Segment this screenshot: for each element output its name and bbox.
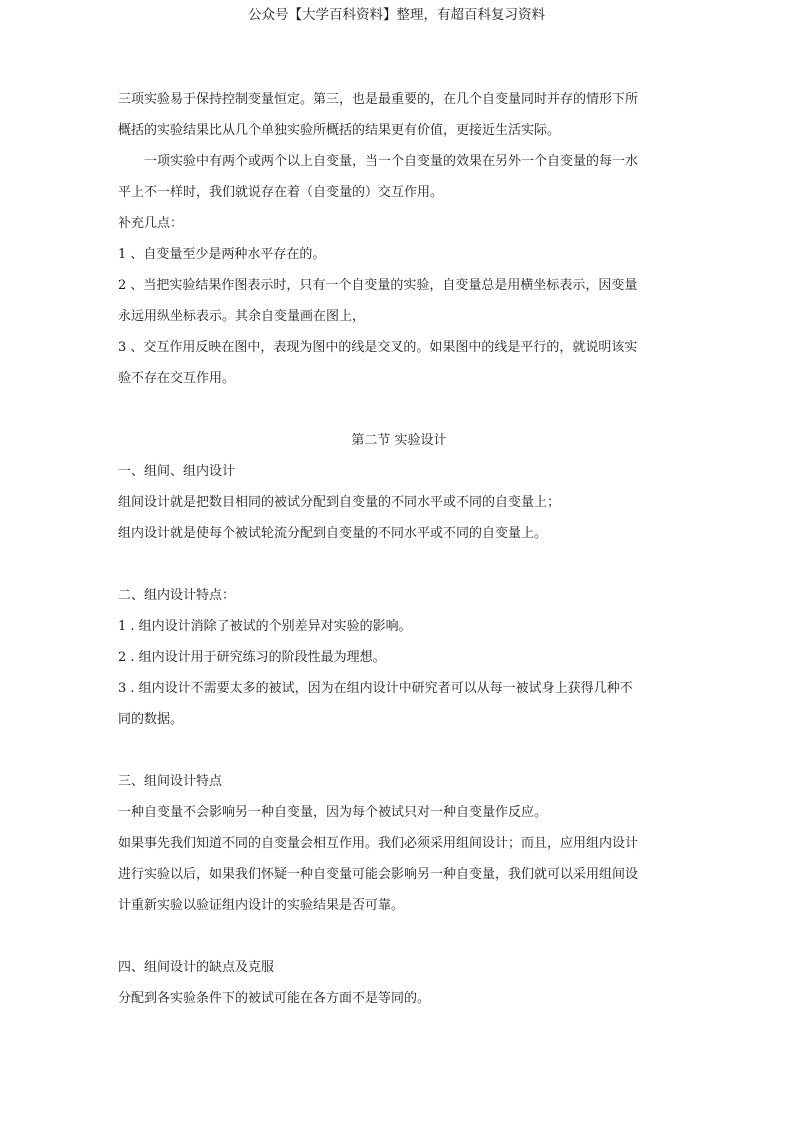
spacer	[118, 921, 680, 952]
list-item: 1 . 组内设计消除了被试的个别差异对实验的影响。	[118, 619, 412, 634]
paragraph-line: 一种自变量不会影响另一种自变量，因为每个被试只对一种自变量作反应。	[118, 805, 548, 820]
section-title: 第二节 实验设计	[351, 433, 447, 448]
spacer	[118, 394, 680, 425]
supplement-heading: 补充几点：	[118, 216, 184, 231]
paragraph-line: 概括的实验结果比从几个单独实验所概括的结果更有价值，更接近生活实际。	[118, 123, 561, 138]
paragraph-line: 计重新实验以验证组内设计的实验结果是否可靠。	[118, 898, 405, 913]
list-item: 2 . 组内设计用于研究练习的阶段性最为理想。	[118, 650, 386, 665]
page-header: 公众号【大学百科资料】整理，有超百科复习资料	[248, 7, 545, 23]
paragraph-line: 如果事先我们知道不同的自变量会相互作用。我们必须采用组间设计；而且，应用组内设计	[118, 836, 639, 851]
document-body	[118, 84, 680, 1014]
subsection-heading: 三、组间设计特点	[118, 774, 223, 789]
paragraph-line: 一项实验中有两个或两个以上自变量，当一个自变量的效果在另外一个自变量的每一水	[144, 154, 639, 169]
paragraph-line: 三项实验易于保持控制变量恒定。第三，也是最重要的，在几个自变量同时并存的情形下所	[118, 92, 639, 107]
paragraph-line: 组间设计就是把数目相同的被试分配到自变量的不同水平或不同的自变量上；	[118, 495, 561, 510]
paragraph-line: 平上不一样时，我们就说存在着（自变量的）交互作用。	[118, 185, 444, 200]
list-item: 3 . 组内设计不需要太多的被试，因为在组内设计中研究者可以从每一被试身上获得几种不	[118, 681, 633, 696]
spacer	[118, 735, 680, 766]
list-item-continuation: 同的数据。	[118, 712, 184, 727]
subsection-heading: 四、组间设计的缺点及克服	[118, 960, 275, 975]
list-item: 3 、交互作用反映在图中，表现为图中的线是交叉的。如果图中的线是平行的，就说明该实	[118, 340, 638, 355]
list-item: 2 、当把实验结果作图表示时，只有一个自变量的实验，自变量总是用横坐标表示，因变量	[118, 278, 638, 293]
subsection-heading: 二、组内设计特点：	[118, 588, 236, 603]
spacer	[118, 549, 680, 580]
list-item-continuation: 验不存在交互作用。	[118, 371, 236, 386]
paragraph-line: 进行实验以后，如果我们怀疑一种自变量可能会影响另一种自变量，我们就可以采用组间设	[118, 867, 639, 882]
list-item-continuation: 永远用纵坐标表示。其余自变量画在图上，	[118, 309, 366, 324]
list-item: 1 、自变量至少是两种水平存在的。	[118, 247, 326, 262]
paragraph-line: 组内设计就是使每个被试轮流分配到自变量的不同水平或不同的自变量上。	[118, 526, 548, 541]
paragraph-line: 分配到各实验条件下的被试可能在各方面不是等同的。	[118, 991, 431, 1006]
subsection-heading: 一、组间、组内设计	[118, 464, 236, 479]
